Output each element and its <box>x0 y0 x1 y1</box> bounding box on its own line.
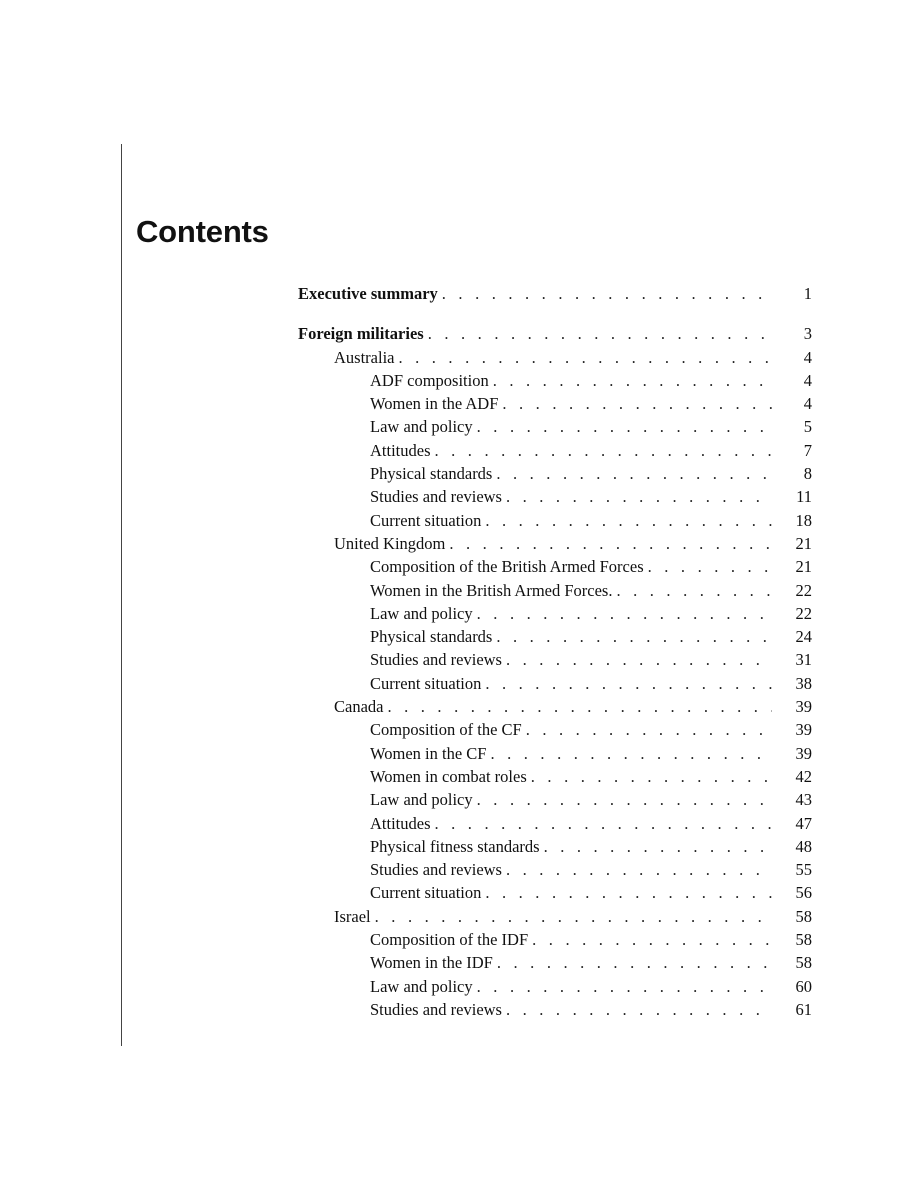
toc-entry-title: Israel <box>334 906 371 926</box>
toc-entry-page-number: 1 <box>803 284 812 303</box>
toc-entry[interactable] <box>298 648 812 671</box>
dot-leader <box>477 975 772 998</box>
toc-entry-page-number: 7 <box>803 440 812 460</box>
toc-entry[interactable] <box>298 282 812 305</box>
toc-entry[interactable] <box>298 579 812 602</box>
toc-entry-page-number: 58 <box>795 930 812 950</box>
toc-entry-page-number: 55 <box>795 860 812 880</box>
toc-entry[interactable] <box>298 881 812 904</box>
toc-entry-title: Attitudes <box>370 813 431 833</box>
toc-entry[interactable] <box>298 975 812 998</box>
dot-leader <box>485 672 772 695</box>
toc-entry[interactable] <box>298 951 812 974</box>
toc-entry-page-number: 60 <box>795 976 812 996</box>
toc-entry-page-number: 39 <box>795 697 812 717</box>
toc-entry-title: Studies and reviews <box>370 487 502 507</box>
toc-entry-page-number: 24 <box>795 627 812 647</box>
toc-entry-title: Foreign militaries <box>298 324 424 344</box>
toc-entry-title: Current situation <box>370 510 482 530</box>
dot-leader <box>435 812 773 835</box>
toc-entry-page-number: 18 <box>795 510 812 530</box>
toc-entry[interactable] <box>298 788 812 811</box>
toc-entry-title: Studies and reviews <box>370 999 502 1019</box>
toc-entry-title: Women in the IDF <box>370 953 493 973</box>
margin-rule <box>121 144 122 1046</box>
toc-entry-title: Canada <box>334 697 384 717</box>
toc-entry-title: Law and policy <box>370 417 473 437</box>
toc-entry-title: Australia <box>334 347 395 367</box>
dot-leader <box>496 625 772 648</box>
toc-entry-title: Women in the British Armed Forces. <box>370 580 613 600</box>
toc-entry-page-number: 21 <box>795 533 812 553</box>
toc-entry-title: Physical standards <box>370 464 493 484</box>
toc-entry-page-number: 22 <box>795 603 812 623</box>
dot-leader <box>544 835 772 858</box>
toc-entry[interactable] <box>298 625 812 648</box>
toc-entry-page-number: 39 <box>795 720 812 740</box>
toc-entry-page-number: 5 <box>803 417 812 437</box>
toc-entry-page-number: 22 <box>795 580 812 600</box>
toc-entry-title: Studies and reviews <box>370 650 502 670</box>
dot-leader <box>387 695 772 718</box>
dot-leader <box>496 462 772 485</box>
dot-leader <box>526 718 772 741</box>
toc-entry[interactable] <box>298 392 812 415</box>
dot-leader <box>485 881 772 904</box>
dot-leader <box>398 346 772 369</box>
toc-entry-page-number: 61 <box>795 999 812 1019</box>
toc-entry[interactable] <box>298 812 812 835</box>
dot-leader <box>506 858 772 881</box>
toc-entry-title: Law and policy <box>370 976 473 996</box>
dot-leader <box>428 322 772 345</box>
toc-entry[interactable] <box>298 462 812 485</box>
toc-entry[interactable] <box>298 672 812 695</box>
toc-entry-title: Law and policy <box>370 790 473 810</box>
dot-leader <box>506 998 772 1021</box>
toc-entry-page-number: 4 <box>803 394 812 414</box>
dot-leader <box>477 602 772 625</box>
toc-entry-page-number: 11 <box>796 487 812 507</box>
toc-entry-title: Physical standards <box>370 627 493 647</box>
toc-entry-page-number: 21 <box>795 557 812 577</box>
toc-entry-title: Women in combat roles <box>370 766 527 786</box>
toc-entry-page-number: 58 <box>795 953 812 973</box>
toc-entry[interactable] <box>298 322 812 345</box>
toc-entry[interactable] <box>298 718 812 741</box>
toc-entry-title: Physical fitness standards <box>370 836 540 856</box>
toc-entry-title: Current situation <box>370 883 482 903</box>
toc-entry-title: Composition of the IDF <box>370 930 529 950</box>
toc-entry[interactable] <box>298 742 812 765</box>
dot-leader <box>616 579 772 602</box>
toc-entry-page-number: 39 <box>795 743 812 763</box>
toc-entry-page-number: 38 <box>795 673 812 693</box>
toc-entry-title: United Kingdom <box>334 533 446 553</box>
dot-leader <box>648 555 772 578</box>
toc-entry[interactable] <box>298 928 812 951</box>
toc-entry-title: Law and policy <box>370 603 473 623</box>
toc-entry[interactable] <box>298 555 812 578</box>
dot-leader <box>506 648 772 671</box>
toc-entry[interactable] <box>298 415 812 438</box>
toc-entry[interactable] <box>298 369 812 392</box>
dot-leader <box>375 905 772 928</box>
toc-entry-page-number: 43 <box>795 790 812 810</box>
toc-entry[interactable] <box>298 858 812 881</box>
dot-leader <box>477 415 772 438</box>
toc-entry[interactable] <box>298 485 812 508</box>
dot-leader <box>506 485 772 508</box>
toc-entry[interactable] <box>298 905 812 928</box>
toc-entry-page-number: 58 <box>795 906 812 926</box>
toc-entry-page-number: 3 <box>803 324 812 344</box>
toc-entry[interactable] <box>298 602 812 625</box>
toc-entry[interactable] <box>298 439 812 462</box>
toc-entry-title: Composition of the British Armed Forces <box>370 557 644 577</box>
dot-leader <box>477 788 772 811</box>
toc-entry[interactable] <box>298 765 812 788</box>
dot-leader <box>490 742 772 765</box>
dot-leader <box>502 392 772 415</box>
dot-leader <box>531 765 772 788</box>
dot-leader <box>435 439 773 462</box>
toc-entry-title: Current situation <box>370 673 482 693</box>
toc-entry[interactable] <box>298 998 812 1021</box>
dot-leader <box>485 509 772 532</box>
toc-entry-title: Attitudes <box>370 440 431 460</box>
toc-entry-page-number: 47 <box>795 813 812 833</box>
toc-entry-title: Studies and reviews <box>370 860 502 880</box>
toc-entry-page-number: 48 <box>795 836 812 856</box>
toc-entry[interactable] <box>298 346 812 369</box>
toc-entry-page-number: 56 <box>795 883 812 903</box>
page-title: Contents <box>136 214 269 249</box>
toc-entry-title: Executive summary <box>298 284 438 303</box>
toc-entry-page-number: 4 <box>803 347 812 367</box>
toc-entry-page-number: 4 <box>803 370 812 390</box>
toc-entry-page-number: 31 <box>795 650 812 670</box>
dot-leader <box>497 951 772 974</box>
toc-entry[interactable] <box>298 835 812 858</box>
toc-entry-title: Composition of the CF <box>370 720 522 740</box>
dot-leader <box>532 928 772 951</box>
toc-entry[interactable] <box>298 695 812 718</box>
toc-entry-page-number: 8 <box>803 464 812 484</box>
toc-entry-title: Women in the ADF <box>370 394 499 414</box>
toc-entry[interactable] <box>298 509 812 532</box>
dot-leader <box>442 282 772 305</box>
dot-leader <box>493 369 772 392</box>
table-of-contents <box>298 282 812 1021</box>
toc-entry[interactable] <box>298 532 812 555</box>
toc-entry-page-number: 42 <box>795 766 812 786</box>
toc-entry-title: ADF composition <box>370 370 489 390</box>
toc-entry-title: Women in the CF <box>370 743 487 763</box>
dot-leader <box>449 532 772 555</box>
